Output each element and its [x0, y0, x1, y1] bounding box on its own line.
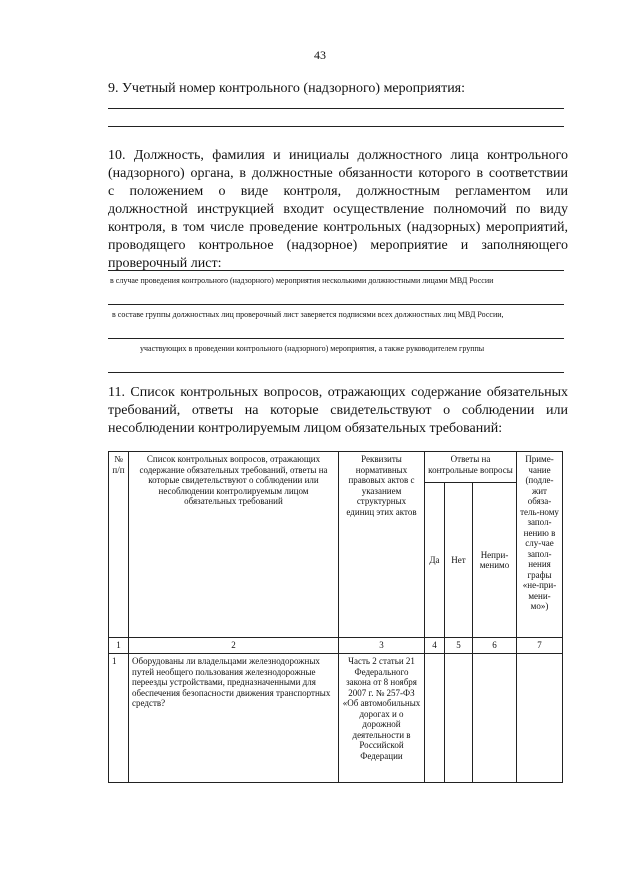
column-number: 4 — [425, 638, 445, 654]
row-answer-yes-cell[interactable] — [425, 654, 445, 783]
section-11-line: 11. Список контрольных вопросов, отражающих содержание обязательных — [108, 385, 568, 400]
row-answer-no-cell[interactable] — [445, 654, 473, 783]
row-answer-na-cell[interactable] — [473, 654, 517, 783]
section-10-line: проверочный лист: — [108, 256, 222, 271]
row-note-cell[interactable] — [517, 654, 563, 783]
column-number: 6 — [473, 638, 517, 654]
section-9-heading — [108, 80, 568, 98]
row-requisites: Часть 2 статьи 21 Федерального закона от 8 ноября 2007 г. № 257-ФЗ «Об автомобильных дорогах и о дорожной деятельности в Российской Федерации — [339, 654, 425, 783]
section-10-line: (надзорного) органа, в должностные обязанности которого в соответствии — [108, 166, 568, 181]
column-numbers-row — [109, 638, 563, 654]
section-10-line: должностной инструкцией входит осуществление полномочий по виду — [108, 202, 568, 217]
section-11-line: требований, ответы на которые свидетельствуют о соблюдении или — [108, 403, 568, 418]
column-number: 2 — [129, 638, 339, 654]
checklist-table — [108, 451, 563, 783]
header-num: № п/п — [109, 452, 129, 638]
column-number: 3 — [339, 638, 425, 654]
column-number: 1 — [109, 638, 129, 654]
section-10-blank-line-3 — [108, 338, 564, 339]
section-9-blank-line-2 — [108, 126, 564, 127]
section-10-line: проводящего контрольное (надзорное) мероприятие и заполняющего — [108, 238, 568, 253]
section-10-line: контроля, в том числе проведение контрольных (надзорных) мероприятий, — [108, 220, 568, 235]
header-not-applicable: Непри-менимо — [473, 483, 517, 638]
row-question: Оборудованы ли владельцами железнодорожных путей необщего пользования железнодорожные переезды устройствами, предназначенными для обеспечения безопасности движения транспортных средств? — [129, 654, 339, 783]
section-10-paragraph — [108, 147, 568, 273]
header-requisites: Реквизиты нормативных правовых актов с указанием структурных единиц этих актов — [339, 452, 425, 638]
section-9-text: 9. Учетный номер контрольного (надзорного) мероприятия: — [108, 81, 466, 96]
section-10-blank-line-4 — [108, 372, 564, 373]
table-header-row — [109, 452, 563, 483]
section-10-note-2: в составе группы должностных лиц проверочный лист заверяется подписями всех должностных лиц МВД России, — [112, 310, 504, 319]
header-no: Нет — [445, 483, 473, 638]
header-yes: Да — [425, 483, 445, 638]
section-11-paragraph — [108, 384, 568, 438]
page-number: 43 — [314, 48, 326, 62]
section-11-line: несоблюдении контролируемым лицом обязательных требований: — [108, 421, 503, 436]
section-10-note-1: в случае проведения контрольного (надзорного) мероприятия несколькими должностными лицами МВД России — [110, 276, 494, 285]
section-9-blank-line-1 — [108, 108, 564, 109]
section-10-line: с положением о виде контроля, должностным регламентом или — [108, 184, 568, 199]
row-num: 1 — [109, 654, 129, 783]
column-number: 5 — [445, 638, 473, 654]
section-10-blank-line-2 — [108, 304, 564, 305]
section-10-note-3: участвующих в проведении контрольного (надзорного) мероприятия, а также руководителем группы — [140, 344, 485, 353]
table-row — [109, 654, 563, 783]
section-10-line: 10. Должность, фамилия и инициалы должностного лица контрольного — [108, 148, 568, 163]
header-answers: Ответы на контрольные вопросы — [425, 452, 517, 483]
header-question: Список контрольных вопросов, отражающих содержание обязательных требований, ответы на которые свидетельствуют о соблюдении или несоблюдении контролируемым лицом обязательных требований — [129, 452, 339, 638]
section-10-blank-line-1 — [108, 270, 564, 271]
column-number: 7 — [517, 638, 563, 654]
header-note: Приме-чание (подле-жит обяза-тель-ному запол-нению в слу-чае запол-нения графы «не-при-мени-мо») — [517, 452, 563, 638]
